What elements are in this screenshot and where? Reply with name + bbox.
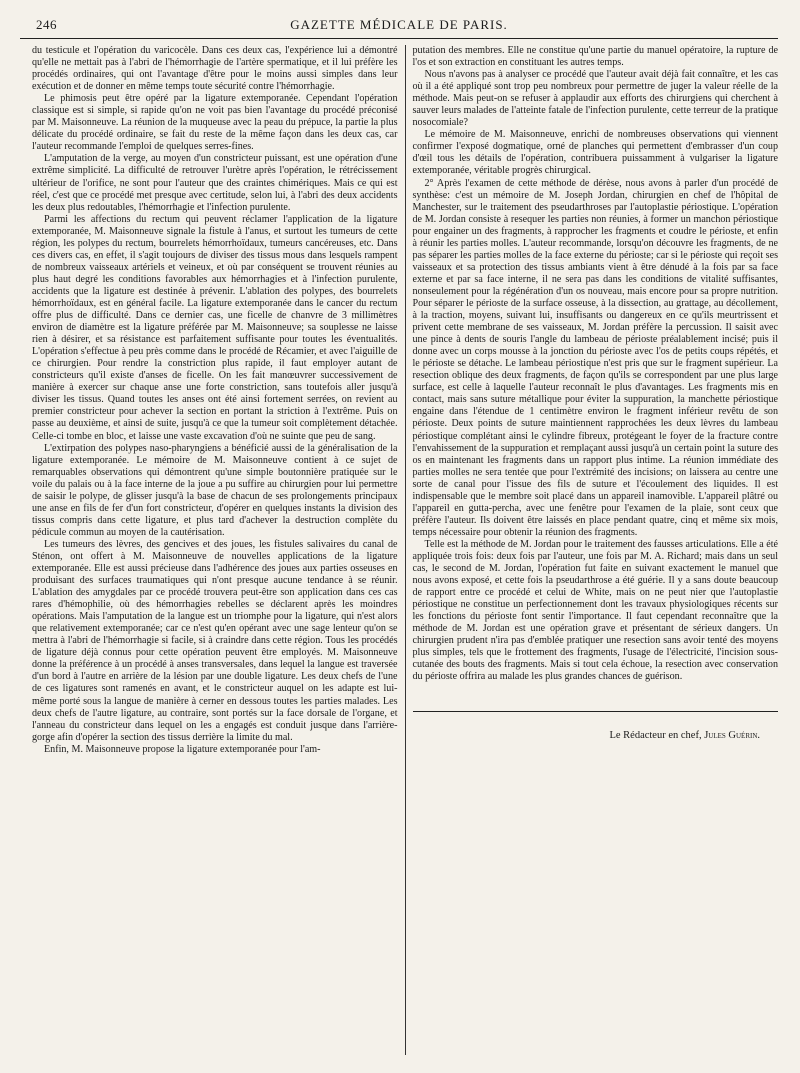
page-header <box>20 14 778 39</box>
paragraph: Nous n'avons pas à analyser ce procédé que l'auteur avait déjà fait connaître, et les cas où il a été appliqué sont trop peu nombreux pour permettre de juger la valeur réelle de la méthode. Mais peut-on se refuser à applaudir aux efforts des chirurgiens qui cherchent à sauver leurs malades de l'atteinte fatale de l'infection purulente, cette terreur de la pratique nosocomiale? <box>412 69 779 129</box>
paragraph: L'amputation de la verge, au moyen d'un constricteur puissant, est une opération d'une extrême simplicité. La difficulté de retrouver l'urètre après l'opération, le rétrécissement ultérieur de l'orifice, ne sont pour l'auteur que des craintes chimériques. Mais ce qui est réel, c'est que ce procédé met presque avec certitude, selon lui, à l'abri des deux accidents les deux plus redoutables, l'hémorrhagie et l'infection purulente. <box>32 153 398 213</box>
right-column <box>407 45 779 1055</box>
article-columns <box>20 45 778 1055</box>
editor-signature <box>413 711 779 742</box>
column-divider <box>405 45 406 1055</box>
paragraph: Le mémoire de M. Maisonneuve, enrichi de nombreuses observations qui viennent confirmer l'exposé dogmatique, orné de planches qui permettent d'embrasser d'un coup d'œil tous les détails de l'opération, contribuera puissamment à vulgariser la ligature extemporanée, véritable progrès chirurgical. <box>412 129 779 177</box>
left-column <box>20 45 404 1055</box>
paragraph: Les tumeurs des lèvres, des gencives et des joues, les fistules salivaires du canal de Sténon, ont offert à M. Maisonneuve de nouvelles applications de la ligature extemporanée. Elle est aussi précieuse dans l'adhérence des joues aux parties osseuses en produisant des surfaces traumatiques qui n'ont presque aucune tendance à se réunir. L'ablation des amygdales par ce procédé trouvera peut-être son application dans ces cas rares d'hémophilie, où des hémorrhagies rebelles se déclarent après les moindres opérations. Mais l'amputation de la langue est un triomphe pour la ligature, qui n'est alors que relativement extemporanée; car ce n'est qu'en opérant avec une sage lenteur qu'on se mettra à l'abri de l'hémorrhagie si facile, si à craindre dans cette région. Tous les procédés de ligature déjà connus pour cette opération peuvent être employés. M. Maisonneuve donne la préférence à un procédé à anses transversales, dans lequel la langue est traversée d'un bord à l'autre en arrière de la lésion par une double ligature. Les deux chefs de l'une de ces ligatures sont ramenés en avant, et le constricteur auquel on les adapte est lui-même porté sous la langue de manière à cerner en dessous toutes les parties malades. Les deux chefs de l'autre ligature, au contraire, sont portés sur la face dorsale de l'organe, et l'anneau du constricteur dans lequel on les a engagés est conduit jusque dans l'arrière-gorge afin d'opérer la section des tissus derrière la limite du mal. <box>32 538 398 743</box>
paragraph: Enfin, M. Maisonneuve propose la ligature extemporanée pour l'am- <box>44 743 321 755</box>
signature-prefix: Le Rédacteur en chef, <box>609 730 702 742</box>
paragraph: L'extirpation des polypes naso-pharyngiens a bénéficié aussi de la généralisation de la ligature extemporanée. Le mémoire de M. Maisonneuve contient à ce sujet de remarquables observations qui démontrent qu'une simple boutonnière pratiquée sur le voile du palais ou à la face interne de la joue a pu suffire au chirurgien pour lui permettre de saisir le polype, de glisser jusqu'à la base de chacun de ses prolongements principaux une anse en fils de fer d'un fort constricteur, d'opérer en quelques instants la division des tissus compris dans cette ligature, et plus tard d'achever la destruction complète du pédicule commun au moyen de la cautérisation. <box>32 442 398 538</box>
editor-name: Jules Guérin. <box>704 730 761 742</box>
page-number: 246 <box>36 17 57 32</box>
paragraph: Parmi les affections du rectum qui peuvent réclamer l'application de la ligature extemporanée, M. Maisonneuve signale la fistule à l'anus, et surtout les tumeurs de cette région, les polypes du rectum, bourrelets hémorrhoïdaux, tumeurs cancéreuses, etc. Dans ces divers cas, en effet, il s'agit toujours de diviser des tissus mous dans lesquels rampent de nombreux vaisseaux artériels et veineux, et où par conséquent se trouvent réunies au plus haut degré les conditions favorables aux hémorrhagies et à l'infection purulente, accidents que la ligature est destinée à prévenir. L'ablation des polypes, des bourrelets hémorrhoïdaux, est en général facile. La ligature extemporanée dans le cancer du rectum offre plus de difficulté. Dans ce dernier cas, une ficelle de chanvre de 3 millimètres environ de diamètre est la ligature préférée par M. Maisonneuve; sa souplesse ne laisse rien à désirer, et sa résistance est parfaitement suffisante pour toutes les éventualités. L'opération s'effectue à peu près comme dans le procédé de Récamier, et avec l'aiguille de ce chirurgien. Pour rendre la constriction plus rapide, il faut employer autant de constricteurs qu'il existe d'anses de ficelle. On les fait manœuvrer successivement de manière à exercer sur chaque anse une forte constriction, sans toutefois aller jusqu'à diviser les tissus. Quand toutes les anses ont été ainsi fortement serrées, on revient au premier constricteur pour achever la section en portant la striction à l'extrême. Puis on passe au deuxième, et ainsi de suite, jusqu'à ce que la tumeur soit complètement détachée. Celle-ci tombe en bloc, et laisse une vaste excavation d'où ne suinte que peu de sang. <box>32 213 398 442</box>
paragraph: Telle est la méthode de M. Jordan pour le traitement des fausses articulations. Elle a été appliquée trois fois: deux fois par l'auteur, une fois par M. A. Richard; mais dans un seul cas, le second de M. Jordan, l'opération fut faite en suivant exactement le manuel que nous avons exposé, et cette fois la pseudarthrose a été guérie. Il y a sans doute beaucoup de rapport entre ce procédé et celui de White, mais on ne peut nier que l'autoplastie périostique ne constitue un perfectionnement dont les travaux physiologiques récents sur les fonctions du périoste font sentir l'importance. Il faut cependant reconnaître que la méthode de M. Jordan est une opération grave et présentant de sérieux dangers. Un chirurgien prudent n'ira pas d'emblée pratiquer une resection sans avoir tenté des moyens plus simples, tels que le frottement des fragments, l'usage de l'électricité, l'incision sous-cutanée des bouts des fragments. Mais si tout cela échoue, la resection avec conservation du périoste offrira au malade les plus grandes chances de guérison. <box>412 538 779 683</box>
journal-title: GAZETTE MÉDICALE DE PARIS. <box>290 17 508 32</box>
paragraph: putation des membres. Elle ne constitue qu'une partie du manuel opératoire, la rupture de l'os et son extraction en constituant les autres temps. <box>412 45 779 69</box>
paragraph: Le phimosis peut être opéré par la ligature extemporanée. Cependant l'opération classique est si simple, si rapide qu'on ne voit pas bien l'avantage du procédé préconisé par M. Maisonneuve. La réunion de la muqueuse avec la peau du prépuce, la partie la plus délicate du procédé ordinaire, se fait du reste de la même façon dans les deux cas, car l'auteur recommande l'emploi de quelques serres-fines. <box>32 93 398 153</box>
paragraph: 2° Après l'examen de cette méthode de dérèse, nous avons à parler d'un procédé de synthèse: c'est un mémoire de M. Joseph Jordan, chirurgien en chef de l'hôpital de Manchester, sur le traitement des pseudarthroses par l'autoplastie périostique. L'opération de M. Jordan consiste à resequer les parties non réunies, à former un manchon périostique pour engainer un des fragments, à rapprocher les fragments et coudre le périoste, et enfin à réunir les parties molles. L'auteur recommande, lorsqu'on découvre les fragments, de ne pas séparer les parties molles de la face externe du périoste; car si le périoste qui reçoit ses vaisseaux et sa protection des tissus ambiants vient à être dénudé à la fois par sa face externe et par sa face interne, il ne sera pas dans les conditions de vitalité suffisantes, nonseulement pour la régénération d'un os nouveau, mais encore pour sa propre nutrition. Pour séparer le périoste de la surface osseuse, à la dissection, au grattage, au décollement, à la traction, moyens, suivant lui, insuffisants ou dangereux en ce qu'ils meurtrissent et privent cette membrane de ses vaisseaux, M. Jordan préfère la percussion. Il saisit avec une pince à dents de souris l'angle du lambeau de périoste préalablement incisé; puis il donne avec un corps mousse à la jonction du périoste avec l'os de petits coups répétés, et le périoste se détache. Le lambeau périostique n'est pris que sur le fragment supérieur. La resection oblique des deux fragments, de façon qu'ils se correspondent par une plus large surface, est celle à laquelle l'auteur reconnaît le plus d'avantages. Les fragments mis en contact, mais sans suture métallique pour éviter la suppuration, la manchette périostique engaine dans l'étendue de 1 centimètre environ le fragment inférieur revêtu de son périoste. Deux points de suture maintiennent rapprochées les deux lèvres du lambeau périostique complétant ainsi le cylindre fibreux, protégeant le foyer de la fracture contre l'envahissement de la suppuration et remplaçant aussi jusqu'à un certain point la suture des os en maintenant les fragments dans un rapport plus intime. La réunion immédiate des parties molles ne sera tentée que pour l'extrémité des incisions; on laissera au centre une sorte de canal pour l'issue des fils de suture et l'écoulement des liquides. Il est indispensable que le membre soit placé dans un appareil inamovible. L'appareil plâtré ou l'appareil en gutta-percha, avec une fenêtre pour l'examen de la plaie, sont ceux que préfère l'auteur. Ils doivent être laissés en place pendant quatre, cinq et même six mois, temps nécessaire pour obtenir la réunion des fragments. <box>412 177 779 538</box>
paragraph: du testicule et l'opération du varicocèle. Dans ces deux cas, l'expérience lui a démontré qu'elle ne mettait pas à l'abri de l'hémorrhagie de l'artère spermatique, et il lui préfère les procédés ordinaires, qui ont l'avantage d'être pour le moins aussi simples dans leur exécution et de donner en même temps toute sécurité contre l'hémorrhagie. <box>32 45 398 93</box>
